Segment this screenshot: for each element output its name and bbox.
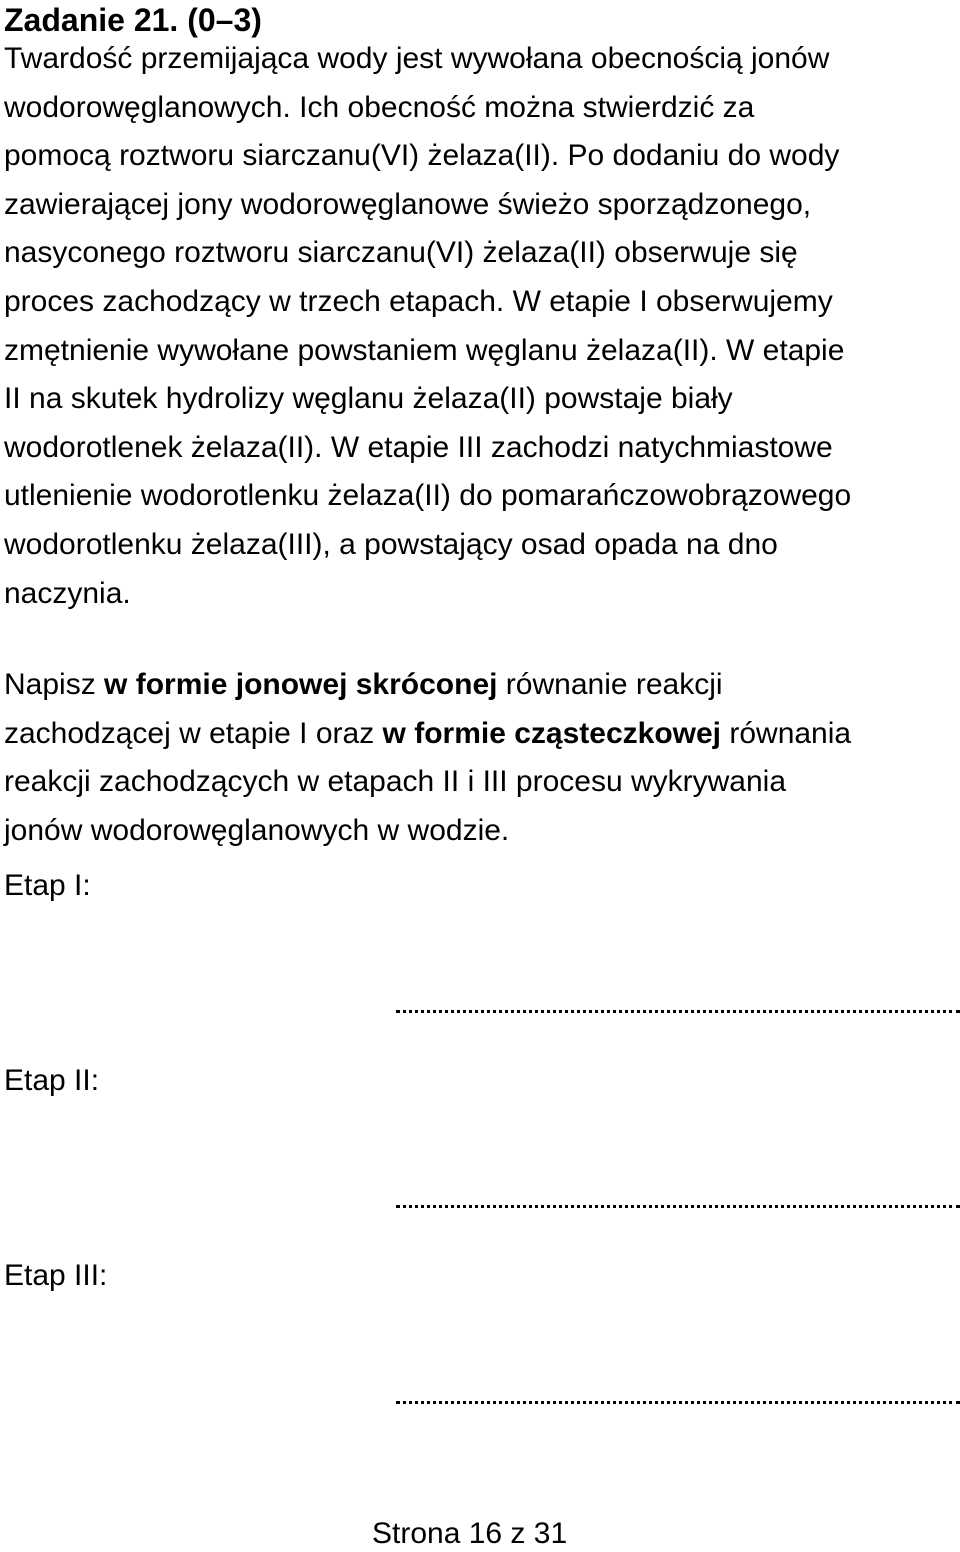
stage-2-answer-line[interactable] [396,1205,960,1208]
intro-line: wodorotlenku żelaza(III), a powstający osad opada na dno [4,527,778,561]
task-title: Zadanie 21. (0–3) [4,2,262,38]
intro-line: Twardość przemijająca wody jest wywołana obecnością jonów [4,42,830,75]
intro-line: proces zachodzący w trzech etapach. W etapie I obserwujemy [4,284,833,318]
intro-line: II na skutek hydrolizy węglanu żelaza(II) powstaje biały [4,382,733,416]
intro-line: naczynia. [4,576,131,610]
task-instruction [4,661,851,855]
instruction-text: Napisz [4,668,105,701]
instruction-text: równanie reakcji [497,668,723,701]
intro-line: wodorotlenek żelaza(II). W etapie III zachodzi natychmiastowe [4,430,833,464]
stage-3-label: Etap III: [4,1259,108,1292]
intro-line: nasyconego roztworu siarczanu(VI) żelaza(II) obserwuje się [4,236,798,270]
intro-line: utlenienie wodorotlenku żelaza(II) do pomarańczowobrązowego [4,479,852,513]
instruction-text: równania [721,716,852,750]
instruction-emphasis-molecular: w formie cząsteczkowej [382,716,722,750]
intro-line: wodorowęglanowych. Ich obecność można stwierdzić za [4,90,755,124]
stage-1-answer-line[interactable] [396,1010,960,1013]
instruction-emphasis-ionic: w formie jonowej skróconej [104,668,498,701]
instruction-line-3: reakcji zachodzących w etapach II i III procesu wykrywania [4,765,787,799]
instruction-line-2 [4,710,851,759]
instruction-line-4: jonów wodorowęglanowych w wodzie. [4,813,510,847]
intro-line: zawierającej jony wodorowęglanowe świeżo sporządzonego, [4,187,812,221]
stage-1-label: Etap I: [4,869,91,902]
page-number: Strona 16 z 31 [372,1517,568,1550]
intro-line: pomocą roztworu siarczanu(VI) żelaza(II). Po dodaniu do wody [4,139,840,173]
intro-line: zmętnienie wywołane powstaniem węglanu żelaza(II). W etapie [4,333,845,367]
intro-paragraph [4,35,851,618]
instruction-line-1 [4,661,851,710]
instruction-text: zachodzącej w etapie I oraz [4,716,383,750]
stage-3-answer-line[interactable] [396,1401,960,1404]
stage-2-label: Etap II: [4,1064,100,1097]
